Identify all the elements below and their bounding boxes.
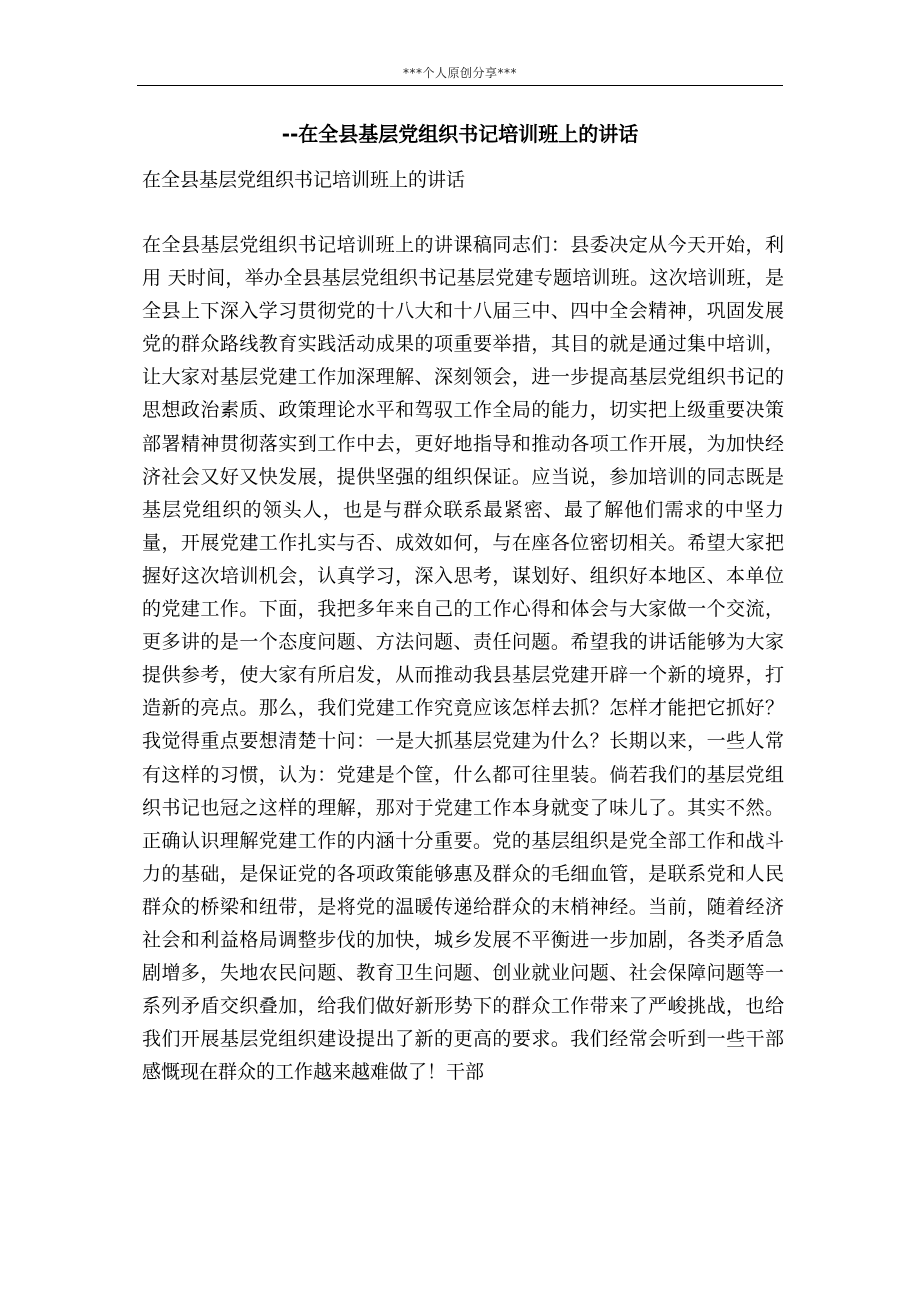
document-subtitle: 在全县基层党组织书记培训班上的讲话 [142,169,466,191]
document-body: 在全县基层党组织书记培训班上的讲课稿同志们：县委决定从今天开始，利用 天时间，举办全县基层党组织书记基层党建专题培训班。这次培训班，是全县上下深入学习贯彻党的十八大和十八届三中、四中全会精神，巩固发展党的群众路线教育实践活动成果的项重要举措，其目的就是通过集中培训，让大家对基层党建工作加深理解、深刻领会，进一步提高基层党组织书记的思想政治素质、政策理论水平和驾驭工作全局的能力，切实把上级重要决策部署精神贯彻落实到工作中去，更好地指导和推动各项工作开展，为加快经济社会又好又快发展，提供坚强的组织保证。应当说，参加培训的同志既是基层党组织的领头人，也是与群众联系最紧密、最了解他们需求的中坚力量，开展党建工作扎实与否、成效如何，与在座各位密切相关。希望大家把握好这次培训机会，认真学习，深入思考，谋划好、组织好本地区、本单位的党建工作。下面，我把多年来自己的工作心得和体会与大家做一个交流，更多讲的是一个态度问题、方法问题、责任问题。希望我的讲话能够为大家提供参考，使大家有所启发，从而推动我县基层党建开辟一个新的境界，打造新的亮点。那么，我们党建工作究竟应该怎样去抓？怎样才能把它抓好？我觉得重点要想清楚十问：一是大抓基层党建为什么？长期以来，一些人常有这样的习惯，认为：党建是个筐，什么都可往里装。倘若我们的基层党组织书记也冠之这样的理解，那对于党建工作本身就变了味儿了。其实不然。正确认识理解党建工作的内涵十分重要。党的基层组织是党全部工作和战斗力的基础，是保证党的各项政策能够惠及群众的毛细血管，是联系党和人民群众的桥梁和纽带，是将党的温暖传递给群众的末梢神经。当前，随着经济社会和利益格局调整步伐的加快，城乡发展不平衡进一步加剧，各类矛盾急剧增多，失地农民问题、教育卫生问题、创业就业问题、社会保障问题等一系列矛盾交织叠加，给我们做好新形势下的群众工作带来了严峻挑战，也给我们开展基层党组织建设提出了新的更高的要求。我们经常会听到一些干部感慨现在群众的工作越来越难做了！干部 [142,234,784,1084]
header-divider [137,85,783,86]
page-header: ***个人原创分享*** [402,66,517,80]
document-title: --在全县基层党组织书记培训班上的讲话 [281,122,639,146]
